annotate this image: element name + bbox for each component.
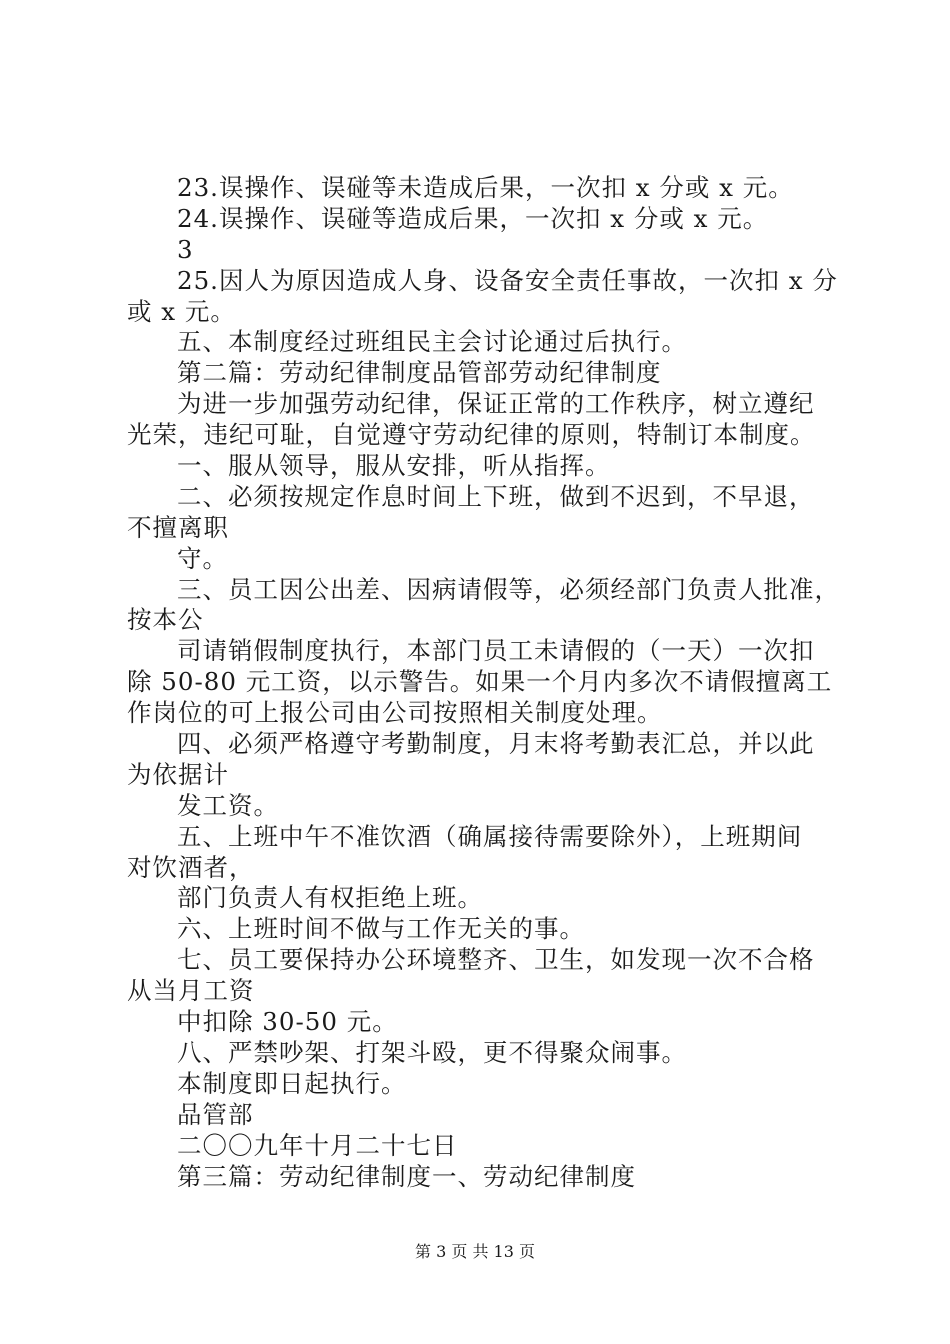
text-line: 3 <box>177 234 194 264</box>
text-line: 作岗位的可上报公司由公司按照相关制度处理。 <box>127 698 663 728</box>
text-line: 品管部 <box>177 1099 254 1129</box>
text-line: 第三篇：劳动纪律制度一、劳动纪律制度 <box>177 1161 636 1191</box>
text-line: 六、上班时间不做与工作无关的事。 <box>177 914 585 944</box>
text-line: 部门负责人有权拒绝上班。 <box>177 883 483 913</box>
text-line: 光荣，违纪可耻，自觉遵守劳动纪律的原则，特制订本制度。 <box>127 420 816 450</box>
text-line: 司请销假制度执行，本部门员工未请假的（一天）一次扣 <box>177 636 815 666</box>
page-footer: 第 3 页 共 13 页 <box>415 1242 535 1261</box>
text-line: 从当月工资 <box>127 976 255 1006</box>
text-line: 二、必须按规定作息时间上下班，做到不迟到，不早退， <box>177 481 815 511</box>
text-line: 按本公 <box>127 605 204 635</box>
text-line: 一、服从领导，服从安排，听从指挥。 <box>177 451 611 481</box>
text-line: 守。 <box>177 543 228 573</box>
text-line: 对饮酒者， <box>127 852 255 882</box>
text-line: 23.误操作、误碰等未造成后果，一次扣 x 分或 x 元。 <box>177 173 794 202</box>
text-line: 七、员工要保持办公环境整齐、卫生，如发现一次不合格 <box>177 945 815 975</box>
text-line: 本制度即日起执行。 <box>177 1068 407 1098</box>
text-line: 五、上班中午不准饮酒（确属接待需要除外），上班期间 <box>177 821 803 851</box>
text-line: 为进一步加强劳动纪律，保证正常的工作秩序，树立遵纪 <box>177 389 815 419</box>
document-body <box>127 173 847 1192</box>
text-line: 三、员工因公出差、因病请假等，必须经部门负责人批准， <box>177 574 840 604</box>
text-line: 25.因人为原因造成人身、设备安全责任事故，一次扣 x 分 <box>177 265 838 295</box>
text-line: 八、严禁吵架、打架斗殴，更不得聚众闹事。 <box>177 1037 687 1067</box>
text-line: 四、必须严格遵守考勤制度，月末将考勤表汇总，并以此 <box>177 729 815 759</box>
text-line: 发工资。 <box>177 790 279 820</box>
text-line: 第二篇：劳动纪律制度品管部劳动纪律制度 <box>177 358 662 388</box>
text-line: 或 x 元。 <box>127 296 236 326</box>
text-line: 二〇〇九年十月二十七日 <box>177 1130 458 1160</box>
text-line: 五、本制度经过班组民主会讨论通过后执行。 <box>177 327 687 357</box>
text-line: 24.误操作、误碰等造成后果，一次扣 x 分或 x 元。 <box>177 203 769 233</box>
text-line: 中扣除 30-50 元。 <box>177 1007 398 1037</box>
text-line: 不擅离职 <box>127 512 229 542</box>
text-line: 为依据计 <box>127 759 229 789</box>
text-line: 除 50-80 元工资，以示警告。如果一个月内多次不请假擅离工 <box>127 667 833 697</box>
